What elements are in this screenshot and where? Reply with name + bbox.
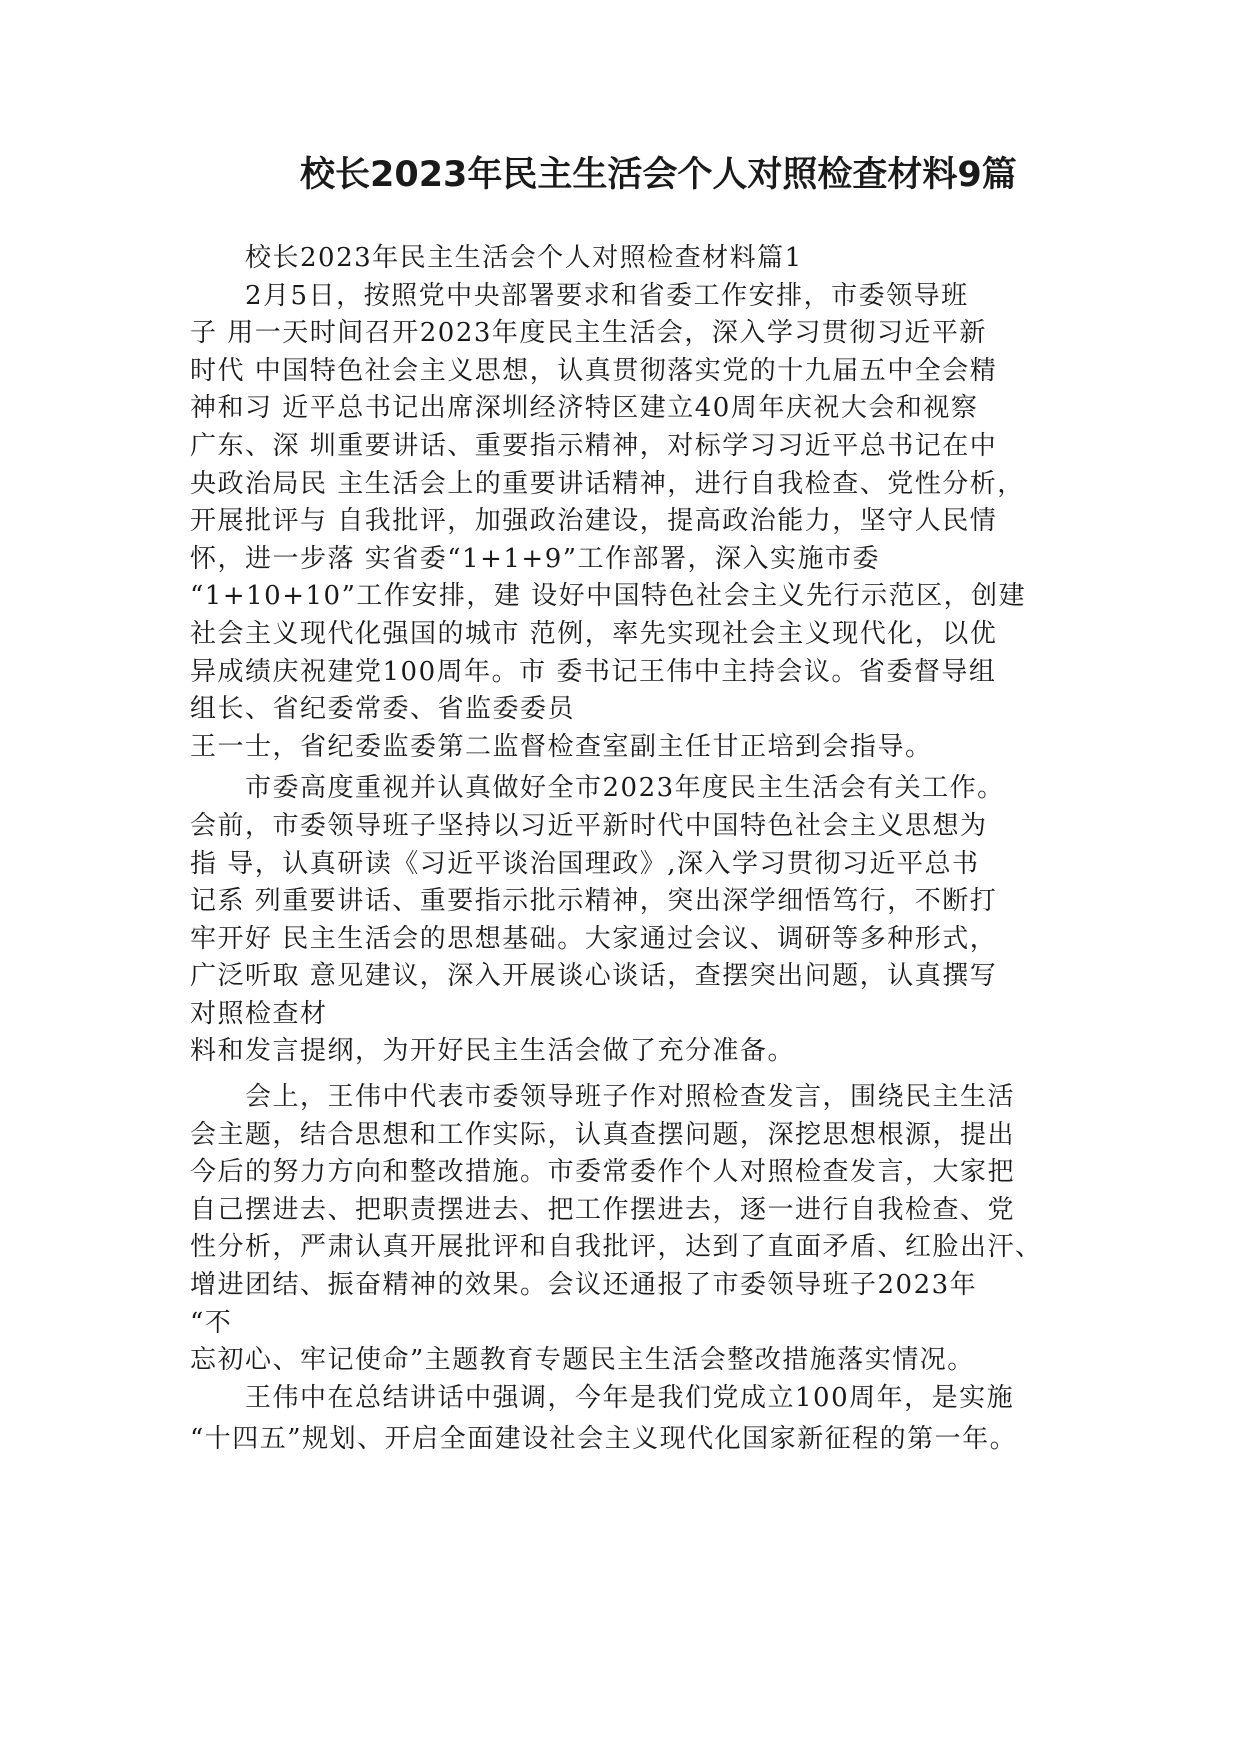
paragraph-line: 子 用一天时间召开2023年度民主生活会，深入学习贯彻习近平新	[190, 318, 987, 349]
paragraph-line: 王伟中在总结讲话中强调，今年是我们党成立100周年，是实施	[190, 1382, 1015, 1413]
paragraph-line: 广泛听取 意见建议，深入开展谈心谈话，查摆突出问题，认真撰写	[190, 961, 998, 992]
document-body	[190, 240, 1070, 1459]
paragraph-line: 料和发言提纲，为开好民主生活会做了充分准备。	[190, 1036, 796, 1067]
paragraph-line: 忘初心、牢记使命”主题教育专题民主生活会整改措施落实情况。	[190, 1345, 975, 1376]
paragraph-line: “1+10+10”工作安排，建 设好中国特色社会主义先行示范区，创建	[190, 581, 1027, 612]
paragraph-line: 自己摆进去、把职责摆进去、把工作摆进去，逐一进行自我检查、党	[190, 1194, 1016, 1225]
paragraph-line: 时代 中国特色社会主义思想，认真贯彻落实党的十九届五中全会精	[190, 355, 998, 386]
paragraph-line: 央政治局民 主生活会上的重要讲话精神，进行自我检查、党性分析，	[190, 468, 1025, 499]
paragraph-line: 会主题，结合思想和工作实际，认真查摆问题，深挖思想根源，提出	[190, 1119, 1016, 1150]
paragraph-line: 异成绩庆祝建党100周年。市 委书记王伟中主持会议。省委督导组	[190, 656, 997, 687]
paragraph-line: 记系 列重要讲话、重要指示批示精神，突出深学细悟笃行，不断打	[190, 886, 998, 917]
paragraph-line: 性分析，严肃认真开展批评和自我批评，达到了直面矛盾、红脸出汗、	[190, 1232, 1043, 1263]
paragraph-line: 会上，王伟中代表市委领导班子作对照检查发言，围绕民主生活	[190, 1082, 1016, 1113]
paragraph-line: 会前，市委领导班子坚持以习近平新时代中国特色社会主义思想为	[190, 810, 988, 841]
document-title: 校长2023年民主生活会个人对照检查材料9篇	[300, 155, 1017, 195]
paragraph-line: 开展批评与 自我批评，加强政治建设，提高政治能力，坚守人民情	[190, 506, 998, 537]
paragraph-line: “十四五”规划、开启全面建设社会主义现代化国家新征程的第一年。	[190, 1424, 1018, 1455]
paragraph-line: 增进团结、振奋精神的效果。会议还通报了市委领导班子2023年	[190, 1270, 978, 1301]
paragraph-line: 王一士，省纪委监委第二监督检查室副主任甘正培到会指导。	[190, 731, 933, 762]
paragraph-line: 对照检查材	[190, 998, 328, 1029]
paragraph-line: 指 导，认真研读《习近平谈治国理政》,深入学习贯彻习近平总书	[190, 848, 980, 879]
paragraph-line: 牢开好 民主生活会的思想基础。大家通过会议、调研等多种形式，	[190, 923, 998, 954]
section-heading: 校长2023年民主生活会个人对照检查材料篇1	[190, 243, 803, 273]
paragraph-line: 广东、深 圳重要讲话、重要指示精神，对标学习习近平总书记在中	[190, 430, 998, 461]
paragraph-line: 怀，进一步落 实省委“1+1+9”工作部署，深入实施市委	[190, 543, 881, 574]
paragraph-line: 神和习 近平总书记出席深圳经济特区建立40周年庆祝大会和视察	[190, 393, 979, 424]
paragraph-line: 组长、省纪委常委、省监委委员	[190, 694, 576, 725]
paragraph-line: 市委高度重视并认真做好全市2023年度民主生活会有关工作。	[190, 773, 1005, 804]
paragraph-line: “不	[190, 1307, 233, 1338]
paragraph-line: 社会主义现代化强国的城市 范例，率先实现社会主义现代化，以优	[190, 618, 998, 649]
paragraph-line: 今后的努力方向和整改措施。市委常委作个人对照检查发言，大家把	[190, 1157, 1016, 1188]
paragraph-line: 2月5日，按照党中央部署要求和省委工作安排，市委领导班	[190, 280, 969, 311]
